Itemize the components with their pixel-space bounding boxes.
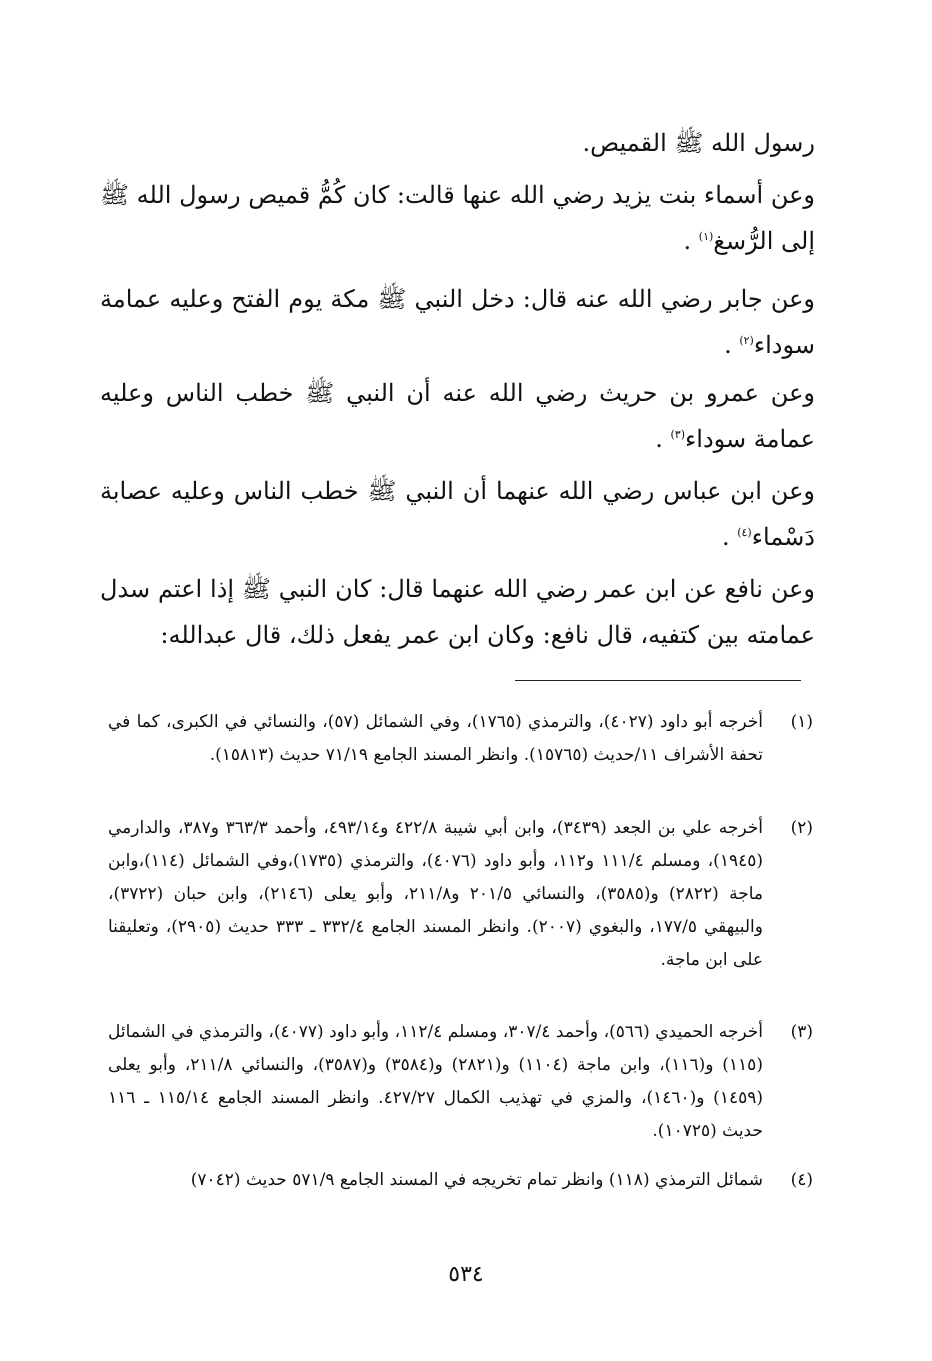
footnote-3 (108, 1016, 813, 1148)
paragraph-text: وعن نافع عن ابن عمر رضي الله عنهما قال: كان النبي ﷺ إذا اعتم سدل عمامته بين كتفيه، قال نافع: وكان ابن عمر يفعل ذلك، قال عبدالله: (100, 575, 815, 649)
footnote-text: أخرجه أبو داود (٤٠٢٧)، والترمذي (١٧٦٥)، وفي الشمائل (٥٧)، والنسائي في الكبرى، كما في تحفة الأشراف ١١/حديث (١٥٧٦٥). وانظر المسند الجامع ٧١/١٩ حديث (١٥٨١٣). (108, 712, 763, 765)
footnote-4 (108, 1164, 813, 1197)
paragraph-text: وعن ابن عباس رضي الله عنهما أن النبي ﷺ خطب الناس وعليه عصابة دَسْماء (100, 477, 815, 551)
footnote-ref[interactable]: (٤) (737, 526, 752, 539)
footnote-ref[interactable]: (٢) (739, 334, 754, 347)
paragraph-text: وعن عمرو بن حريث رضي الله عنه أن النبي ﷺ خطب الناس وعليه عمامة سوداء (100, 379, 815, 453)
paragraph-text: رسول الله ﷺ القميص. (582, 129, 815, 157)
footnote-2 (108, 812, 813, 977)
paragraph-text: وعن أسماء بنت يزيد رضي الله عنها قالت: كان كُمُّ قميص رسول الله ﷺ إلى الرُّسغ (100, 181, 815, 255)
paragraph-text: وعن جابر رضي الله عنه قال: دخل النبي ﷺ مكة يوم الفتح وعليه عمامة سوداء (100, 285, 815, 359)
footnote-1 (108, 706, 813, 772)
paragraph-asma (100, 172, 815, 264)
paragraph-end: . (683, 227, 699, 255)
paragraph-amr (100, 370, 815, 462)
page-number: ٥٣٤ (448, 1262, 484, 1287)
footnote-divider (515, 680, 801, 681)
paragraph-end: . (655, 425, 671, 453)
footnote-number: (٣) (790, 1022, 813, 1042)
paragraph-continuation (100, 120, 815, 166)
footnote-ref[interactable]: (١) (698, 230, 714, 243)
footnote-text: شمائل الترمذي (١١٨) وانظر تمام تخريجه في المسند الجامع ٥٧١/٩ حديث (٧٠٤٢) (190, 1170, 763, 1190)
footnote-number: (١) (790, 712, 813, 732)
footnote-number: (٢) (790, 818, 813, 838)
paragraph-end: . (721, 523, 738, 551)
paragraph-nafi (100, 566, 815, 658)
footnote-text: أخرجه علي بن الجعد (٣٤٣٩)، وابن أبي شيبة ٤٢٢/٨ و٤٩٣/١٤، وأحمد ٣٦٣/٣ و٣٨٧، والدارمي (١٩٤٥)، ومسلم ١١١/٤ و١١٢، وأبو داود (٤٠٧٦)، والترمذي (١٧٣٥)،وفي الشمائل (١١٤)،وابن ماجة (٢٨٢٢) و(٣٥٨٥)، والنسائي ٢٠١/٥ و٢١١/٨، وأبو يعلى (٢١٤٦)، وابن حبان (٣٧٢٢)، والبيهقي ١٧٧/٥، والبغوي (٢٠٠٧). وانظر المسند الجامع ٣٣٢/٤ ـ ٣٣٣ حديث (٢٩٠٥)، وتعليقنا على ابن ماجة. (108, 818, 764, 970)
footnote-ref[interactable]: (٣) (670, 428, 685, 441)
footnote-text: أخرجه الحميدي (٥٦٦)، وأحمد ٣٠٧/٤، ومسلم ١١٢/٤، وأبو داود (٤٠٧٧)، والترمذي في الشمائل (١١٥) و(١١٦)، وابن ماجة (١١٠٤) و(٢٨٢١) و(٣٥٨٤) و(٣٥٨٧)، والنسائي ٢١١/٨، وأبو يعلى (١٤٥٩) و(١٤٦٠)، والمزي في تهذيب الكمال ٤٢٧/٢٧. وانظر المسند الجامع ١١٥/١٤ ـ ١١٦ حديث (١٠٧٢٥). (108, 1022, 763, 1141)
paragraph-end: . (724, 331, 740, 359)
paragraph-ibn-abbas (100, 468, 815, 560)
paragraph-jabir (100, 276, 815, 368)
footnote-number: (٤) (790, 1170, 813, 1190)
